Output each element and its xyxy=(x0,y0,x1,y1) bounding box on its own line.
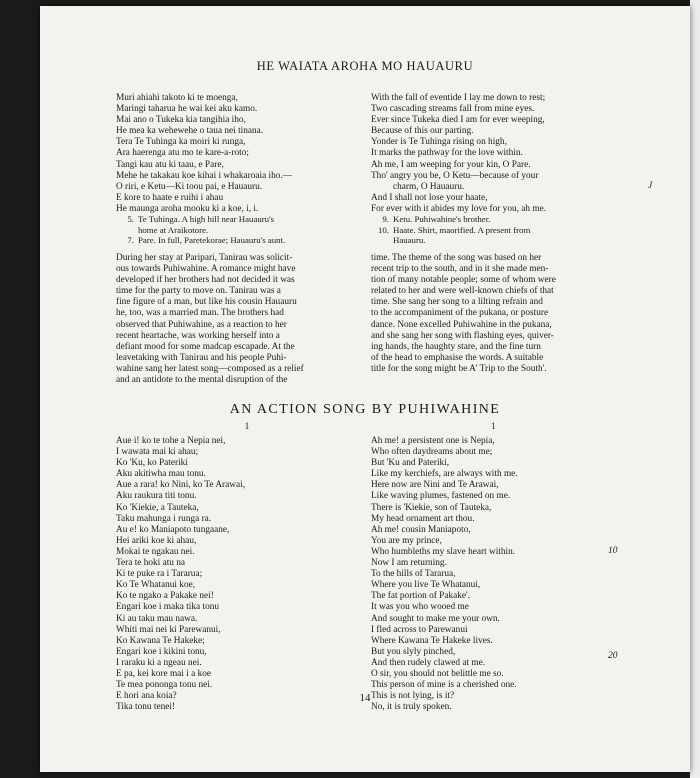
prose-right-line: tion of many notable people; some of whom were xyxy=(371,275,556,286)
song2-maori-line: Ko 'Ku, ko Pateriki xyxy=(116,458,188,469)
footnote-continuation: home at Araikotore. xyxy=(138,224,209,235)
song1-english-line: charm, O Hauauru. xyxy=(393,181,465,192)
prose-right-column xyxy=(371,253,633,375)
song2-english-line: No, it is truly spoken. xyxy=(371,702,452,713)
song1-english-line: Two cascading streams fall from mine eyes. xyxy=(371,104,535,115)
prose-right-line: ing hands, the haughty stare, and the fine turn xyxy=(371,341,541,352)
song2-english-line: Ah me! cousin Maniapoto, xyxy=(371,524,471,535)
song2-maori-line: Ko 'Kiekie, a Tauteka, xyxy=(116,502,199,513)
prose-left-line: developed if her brothers had not decided it was xyxy=(116,275,295,286)
prose-left-line: observed that Puhiwahine, as a reaction to her xyxy=(116,319,287,330)
song2-english-line: Now I am returning. xyxy=(371,558,447,569)
song1-maori-line: He maunga aroha mooku ki a koe, i, i. xyxy=(116,203,259,214)
song2-english-line: But 'Ku and Pateriki, xyxy=(371,458,450,469)
scan-edge xyxy=(690,0,700,778)
song2-maori-line: Ki te puke ra i Tararua; xyxy=(116,569,203,580)
song1-maori-line: Maringi taharua he wai kei aku kamo. xyxy=(116,104,258,115)
song2-english-line: Like my kerchiefs, are always with me. xyxy=(371,469,518,480)
song2-english-line: But you slyly pinched, xyxy=(371,646,456,657)
footnote-number: 5. xyxy=(127,214,134,224)
song1-maori-line: Mehe he takakau koe kihai i whakaroaia iho.— xyxy=(116,170,293,181)
prose-left-line: wahine sang her latest song—composed as a relief xyxy=(116,363,304,374)
prose-left-line: During her stay at Paripari, Tanirau was solicit- xyxy=(116,253,293,263)
song2-maori-line: Ko Kawana Te Hakeke; xyxy=(116,635,205,646)
song2-maori-line: Te mea pononga tonu nei. xyxy=(116,680,213,691)
footnote-text: Pare. In full, Paretekorae; Hauauru's aunt. xyxy=(138,235,286,245)
song2-english-line: Who often daydreams about me; xyxy=(371,447,493,458)
song1-english-line: Tho' angry you be, O Ketu—because of your xyxy=(371,170,539,181)
footnotes-right xyxy=(371,214,633,246)
document-page xyxy=(40,6,690,772)
prose-left-line: time for the party to move on. Tanirau was a xyxy=(116,286,281,297)
prose-right-line: and she sang her song with flashing eyes, quiver- xyxy=(371,330,554,341)
song1-maori-line: Tangi kau atu ki taau, e Pare, xyxy=(116,159,224,170)
song2-maori-line: Aku akitiwha mau tonu. xyxy=(116,469,206,480)
song2-maori-line: Hei ariki koe ki ahau, xyxy=(116,535,197,546)
song1-english-line: And I shall not lose your haate, xyxy=(371,192,488,203)
song1-english-line: Ever since Tukeka died I am for ever weeping, xyxy=(371,115,545,126)
song1-english-line: It marks the pathway for the love within. xyxy=(371,148,523,159)
song1-maori-line: Mai ano o Tukeka kia tangihia iho, xyxy=(116,115,246,126)
song2-english-line: It was you who wooed me xyxy=(371,602,469,613)
song2-english-line: My head ornament art thou. xyxy=(371,513,475,524)
song1-english-line: For ever with it abides my love for you, ah me. xyxy=(371,203,547,214)
prose-left-line: and an antidote to the mental disruption of the xyxy=(116,375,288,386)
song2-maori-verse-number: 1 xyxy=(244,422,250,432)
song2-maori-line: E pa, kei kore mai i a koe xyxy=(116,668,211,679)
song2-maori-line: E hori ana koia? xyxy=(116,691,177,702)
song2-english-line: The fat portion of Pakake'. xyxy=(371,591,471,602)
prose-right-line: time. The theme of the song was based on her xyxy=(371,253,542,263)
song2-english-line: O sir, you should not belittle me so. xyxy=(371,668,504,679)
song1-english-line: With the fall of eventide I lay me down to rest; xyxy=(371,93,546,103)
footnote-number: 9. xyxy=(382,214,389,224)
song2-english-line: Like waving plumes, fastened on me. xyxy=(371,491,511,502)
prose-left-line: he, too, was a married man. The brothers had xyxy=(116,308,284,319)
prose-right-line: to the accompaniment of the pukana, or posture xyxy=(371,308,549,319)
footnotes-left xyxy=(116,214,366,246)
song2-maori-line: Aku raukura titi tonu. xyxy=(116,491,197,502)
song2-english-line: Here now are Nini and Te Arawai, xyxy=(371,480,499,491)
song2-english-verse-number: 1 xyxy=(491,422,496,432)
song2-english-line: I fled across to Parewanui xyxy=(371,624,468,635)
prose-right-line: title for the song might be A' Trip to the South'. xyxy=(371,363,547,374)
prose-left-line: ous towards Puhiwahine. A romance might have xyxy=(116,264,296,275)
song-title-action-song: AN ACTION SONG BY PUHIWAHINE xyxy=(229,402,501,417)
song1-english-line: Yonder is Te Tuhinga rising on high, xyxy=(371,137,507,148)
footnote-text: Haate. Shirt, maorified. A present from xyxy=(393,224,531,235)
song1-maori-line: Tera Te Tuhinga ka moiri ki runga, xyxy=(116,137,246,148)
song2-maori-line: Ki au taku mau nawa. xyxy=(116,613,198,624)
song2-maori-line: Tera te hoki atu na xyxy=(116,558,186,569)
song2-maori-line: Mokai te ngakau nei. xyxy=(116,546,195,557)
song2-english-line: Ah me! a persistent one is Nepia, xyxy=(371,436,495,446)
prose-right-line: time. She sang her song to a lilting refrain and xyxy=(371,297,543,308)
prose-left-line: leavetaking with Tanirau and his people Puhi- xyxy=(116,352,287,363)
song2-maori-line: Ko te ngako a Pakake nei! xyxy=(116,591,214,602)
song2-maori-line: Au e! ko Maniapoto tungaane, xyxy=(116,524,230,535)
song1-english-column xyxy=(371,93,633,215)
margin-mark: J xyxy=(648,181,653,191)
song2-maori-line: Ko Te Whatanui koe, xyxy=(116,580,196,591)
song2-maori-line: I raraku ki a ngeau nei. xyxy=(116,657,202,668)
song2-english-line: This is not lying, is it? xyxy=(371,691,455,702)
song1-maori-line: O riri, e Ketu—Ki toou pai, e Hauauru. xyxy=(116,181,263,192)
song2-english-column xyxy=(371,436,633,713)
song1-maori-line: Ara haerenga atu mo te kare-a-roto; xyxy=(116,148,249,159)
song2-english-line: To the hills of Tararua, xyxy=(371,569,456,580)
prose-left-line: recent heartache, was working herself into a xyxy=(116,330,280,341)
song1-maori-column xyxy=(116,93,378,215)
prose-right-line: of the head to emphasise the words. A suitable xyxy=(371,352,544,363)
song2-english-line: You are my prince, xyxy=(371,535,442,546)
song2-maori-line: Engari koe i maka tika tonu xyxy=(116,602,220,613)
song2-english-line: Who humbleths my slave heart within. xyxy=(371,546,516,557)
song2-english-line: Where you live Te Whatanui, xyxy=(371,580,481,591)
song2-maori-column xyxy=(116,436,378,713)
page-number: 14 xyxy=(359,692,371,704)
song2-maori-line: I wawata mai ki ahau; xyxy=(116,447,199,458)
footnote xyxy=(116,214,366,225)
prose-left-line: defiant mood for some madcap escapade. At the xyxy=(116,341,295,352)
song2-english-line: And then rudely clawed at me. xyxy=(371,657,486,668)
song2-english-line: And sought to make me your own. xyxy=(371,613,500,624)
song1-maori-line: He mea ka wehewehe o taua nei tinana. xyxy=(116,126,264,137)
footnote-text: Ketu. Puhiwahine's brother. xyxy=(393,214,491,224)
song2-maori-line: Whiti mai nei ki Parewanui, xyxy=(116,624,221,635)
prose-right-line: related to her and were well-known chiefs of that xyxy=(371,286,554,297)
footnote-continuation: Hauauru. xyxy=(393,235,426,245)
song2-maori-line: Engari koe i kikini tonu, xyxy=(116,646,207,657)
footnote xyxy=(116,235,366,246)
song2-maori-line: Tika tonu tenei! xyxy=(116,702,176,713)
song2-english-line: There is 'Kiekie, son of Tauteka, xyxy=(371,502,492,513)
song2-english-line: Where Kawana Te Hakeke lives. xyxy=(371,635,493,646)
footnote-number: 10. xyxy=(378,224,389,235)
footnote xyxy=(371,225,633,236)
song1-english-line: Because of this our parting. xyxy=(371,126,474,137)
song2-maori-line: Taku mahunga i runga ra. xyxy=(116,513,212,524)
song1-maori-line: E kore to haate e ruihi i ahau xyxy=(116,192,224,203)
prose-left-line: fine figure of a man, but like his cousin Hauauru xyxy=(116,297,297,308)
line-number-10: 10 xyxy=(608,546,618,556)
song1-maori-line: Muri ahiahi takoto ki te moenga, xyxy=(116,93,238,103)
song2-maori-line: Aue i! ko te tohe a Nepia nei, xyxy=(116,436,226,446)
prose-right-line: recent trip to the south, and in it she made men- xyxy=(371,264,549,275)
song-title-waiata-aroha: HE WAIATA AROHA MO HAUAURU xyxy=(256,59,474,73)
footnote-text: Te Tuhinga. A high hill near Hauauru's xyxy=(138,214,275,224)
song2-maori-line: Aue a rara! ko Nini, ko Te Arawai, xyxy=(116,480,246,491)
prose-right-line: dance. None excelled Puhiwahine in the pukana, xyxy=(371,319,552,330)
footnote xyxy=(371,214,633,225)
line-number-20: 20 xyxy=(608,651,618,661)
song1-english-line: Ah me, I am weeping for your kin, O Pare. xyxy=(371,159,531,170)
song2-english-line: This person of mine is a cherished one. xyxy=(371,680,517,691)
prose-left-column xyxy=(116,253,361,386)
footnote-number: 7. xyxy=(127,235,134,245)
